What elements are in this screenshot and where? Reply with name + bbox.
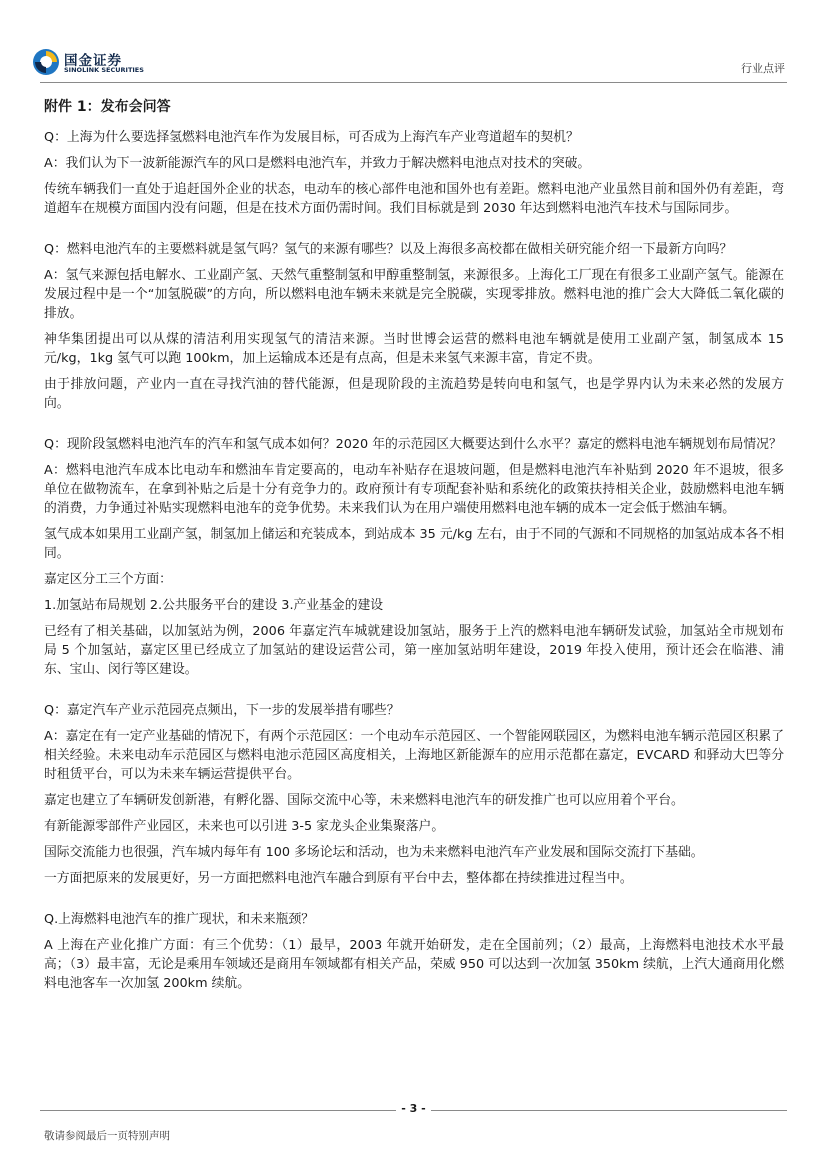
question-2: Q：燃料电池汽车的主要燃料就是氢气吗？氢气的来源有哪些？以及上海很多高校都在做相关研究能介绍一下最新方向吗？ (44, 242, 733, 257)
logo-text-en: SINOLINK SECURITIES (64, 66, 144, 74)
answer-paragraph: 嘉定也建立了车辆研发创新港，有孵化器、国际交流中心等，未来燃料电池汽车的研发推广也可以应用着个平台。 (44, 793, 684, 808)
sinolink-logo-icon (32, 48, 60, 76)
answer-paragraph: 传统车辆我们一直处于追赶国外企业的状态，电动车的核心部件电池和国外也有差距。燃料电池产业虽然目前和国外仍有差距，弯道超车在规模方面国内没有问题，但是在技术方面仍需时间。我们目标就是到 2030 年达到燃料电池汽车技术与国际同步。 (44, 182, 784, 216)
question-1: Q：上海为什么要选择氢燃料电池汽车作为发展目标，可否成为上海汽车产业弯道超车的契机？ (44, 130, 579, 145)
question-5: Q.上海燃料电池汽车的推广现状，和未来瓶颈？ (44, 912, 315, 927)
page-header (0, 0, 827, 82)
logo-text-cn: 国金证券 (64, 53, 122, 69)
footer-disclaimer: 敬请参阅最后一页特别声明 (44, 1130, 170, 1142)
answer-paragraph: 由于排放问题，产业内一直在寻找汽油的替代能源，但是现阶段的主流趋势是转向电和氢气，也是学界内认为未来必然的发展方向。 (44, 377, 784, 411)
question-4: Q：嘉定汽车产业示范园亮点频出，下一步的发展举措有哪些？ (44, 703, 400, 718)
page-number-text: - 3 - (396, 1102, 430, 1115)
answer-5: A 上海在产业化推广方面：有三个优势：（1）最早，2003 年就开始研发，走在全国前列；（2）最高，上海燃料电池技术水平最高；（3）最丰富，无论是乘用车领域还是商用车领域都有相关产品，荣威 950 可以达到一次加氢 350km 续航，上汽大通商用化燃料电池客车一次加氢 200km 续航。 (44, 938, 784, 991)
answer-3: A：燃料电池汽车成本比电动车和燃油车肯定要高的，电动车补贴存在退坡问题，但是燃料电池汽车补贴到 2020 年不退坡，很多单位在做物流车，在拿到补贴之后是十分有竞争力的。政府预计有专项配套补贴和系统化的政策扶持相关企业，鼓励燃料电池车辆的消费，力争通过补贴实现燃料电池车的竞争优势。未来我们认为在用户端使用燃料电池车辆的成本一定会低于燃油车辆。 (44, 463, 784, 516)
answer-paragraph: 嘉定区分工三个方面： (44, 572, 172, 587)
answer-paragraph: 有新能源零部件产业园区，未来也可以引进 3-5 家龙头企业集聚落户。 (44, 819, 445, 834)
answer-paragraph: 一方面把原来的发展更好，另一方面把燃料电池汽车融合到原有平台中去，整体都在持续推进过程当中。 (44, 871, 633, 886)
answer-4: A：嘉定在有一定产业基础的情况下，有两个示范园区：一个电动车示范园区、一个智能网联园区，为燃料电池车辆示范园区积累了相关经验。未来电动车示范园区与燃料电池示范园区高度相关，上海地区新能源车的应用示范都在嘉定，EVCARD 和驿动大巴等分时租赁平台，可以为未来车辆运营提供平台。 (44, 729, 784, 782)
answer-paragraph: 已经有了相关基础，以加氢站为例，2006 年嘉定汽车城就建设加氢站，服务于上汽的燃料电池车辆研发试验，加氢站全市规划布局 5 个加氢站，嘉定区里已经成立了加氢站的建设运营公司，第一座加氢站明年建设，2019 年投入使用，预计还会在临港、浦东、宝山、闵行等区建设。 (44, 624, 784, 677)
answer-paragraph: 神华集团提出可以从煤的清洁利用实现氢气的清洁来源。当时世博会运营的燃料电池车辆就是使用工业副产氢，制氢成本 15 元/kg，1kg 氢气可以跑 100km，加上运输成本还是有点高，但是未来氢气来源丰富，肯定不贵。 (44, 332, 784, 366)
answer-1: A：我们认为下一波新能源汽车的风口是燃料电池汽车，并致力于解决燃料电池点对技术的突破。 (44, 156, 591, 171)
document-body (44, 98, 784, 1000)
answer-paragraph: 氢气成本如果用工业副产氢，制氢加上储运和充装成本，到站成本 35 元/kg 左右，由于不同的气源和不同规格的加氢站成本各不相同。 (44, 527, 784, 561)
question-3: Q：现阶段氢燃料电池汽车的汽车和氢气成本如何？2020 年的示范园区大概要达到什么水平？嘉定的燃料电池车辆规划布局情况？ (44, 437, 782, 452)
answer-paragraph: 1.加氢站布局规划 2.公共服务平台的建设 3.产业基金的建设 (44, 598, 384, 613)
section-title: 附件 1：发布会问答 (44, 99, 171, 115)
company-logo (32, 48, 152, 78)
answer-paragraph: 国际交流能力也很强，汽车城内每年有 100 多场论坛和活动，也为未来燃料电池汽车产业发展和国际交流打下基础。 (44, 845, 704, 860)
answer-2: A：氢气来源包括电解水、工业副产氢、天然气重整制氢和甲醇重整制氢，来源很多。上海化工厂现在有很多工业副产氢气。能源在发展过程中是一个“加氢脱碳”的方向，所以燃料电池车辆未来就是完全脱碳，实现零排放。燃料电池的推广会大大降低二氧化碳的排放。 (44, 268, 784, 321)
header-divider (40, 82, 787, 83)
page-number (0, 1102, 827, 1123)
report-type-label: 行业点评 (741, 62, 785, 75)
